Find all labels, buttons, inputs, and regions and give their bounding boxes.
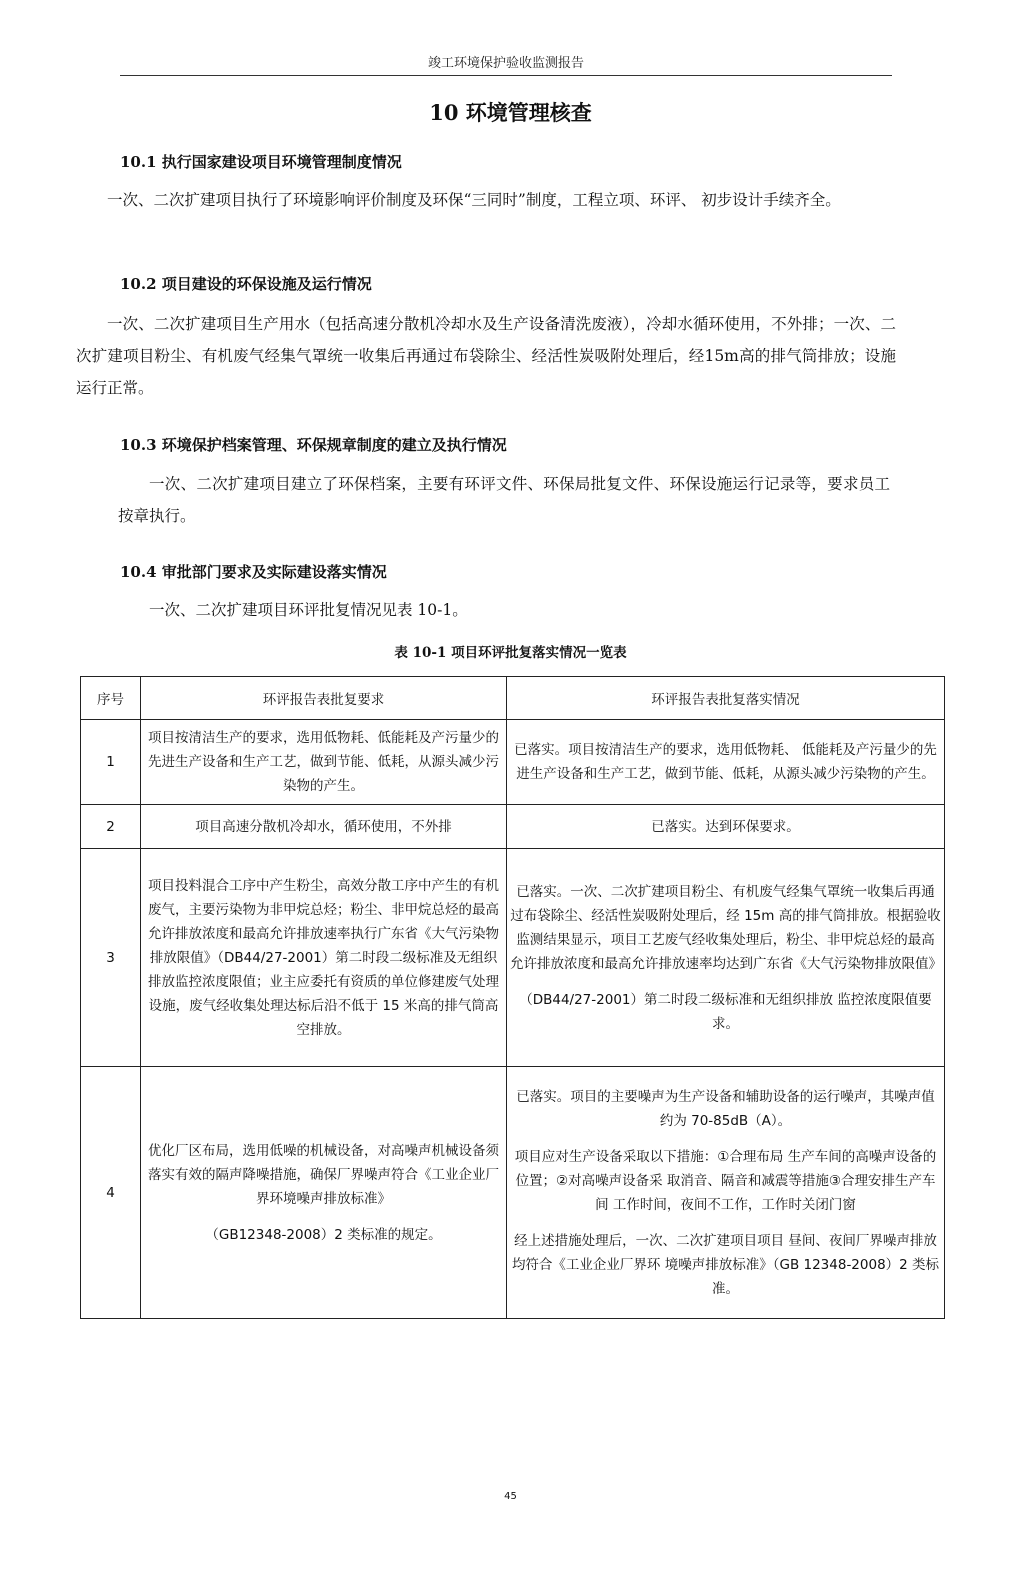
paragraph-gap	[144, 1211, 503, 1223]
section-body-10-3: 一次、二次扩建项目建立了环保档案，主要有环评文件、环保局批复文件、环保设施运行记录等，要求员工按章执行。	[118, 475, 890, 525]
row-number: 4	[81, 1067, 141, 1319]
implementation-cell	[507, 720, 945, 805]
paragraph-gap	[510, 1133, 941, 1145]
table-row	[81, 849, 945, 1067]
approval-table	[80, 676, 945, 1319]
requirement-cell	[141, 805, 507, 849]
running-header: 竣工环境保护验收监测报告	[427, 56, 584, 71]
implementation-text: 已落实。项目按清洁生产的要求，选用低物耗、 低能耗及产污量少的先进生产设备和生产工艺，做到节能、低耗，从源头减少污染物的产生。	[514, 742, 937, 782]
implementation-cell	[507, 805, 945, 849]
table-caption: 表 10-1 项目环评批复落实情况一览表	[394, 645, 627, 661]
table-row	[81, 1067, 945, 1319]
implementation-text: 已落实。项目的主要噪声为生产设备和辅助设备的运行噪声，其噪声值约为 70-85dB（A）。	[516, 1088, 935, 1129]
table-row	[81, 720, 945, 805]
chapter-title: 10 环境管理核查	[429, 100, 592, 125]
implementation-cell	[507, 849, 945, 1067]
implementation-cell	[507, 1067, 945, 1319]
page-number: 45	[504, 1491, 517, 1502]
section-heading-10-3: 10.3 环境保护档案管理、环保规章制度的建立及执行情况	[120, 436, 507, 454]
implementation-text: （DB44/27-2001）第二时段二级标准和无组织排放 监控浓度限值要求。	[519, 991, 932, 1032]
requirement-text: 项目按清洁生产的要求，选用低物耗、低能耗及产污量少的先进生产设备和生产工艺，做到节能、低耗，从源头减少污染物的产生。	[148, 730, 499, 794]
section-body-10-4: 一次、二次扩建项目环评批复情况见表 10-1。	[149, 601, 468, 619]
table-header-row	[81, 677, 945, 720]
requirement-text: 优化厂区布局，选用低噪的机械设备，对高噪声机械设备须落实有效的隔声降噪措施，确保厂界噪声符合《工业企业厂界环境噪声排放标准》	[148, 1142, 499, 1207]
column-header: 环评报告表批复落实情况	[507, 677, 945, 720]
section-heading-10-4: 10.4 审批部门要求及实际建设落实情况	[120, 563, 387, 581]
row-number: 1	[81, 720, 141, 805]
header-rule	[120, 75, 892, 76]
implementation-text: 已落实。达到环保要求。	[651, 818, 800, 835]
requirement-text: （GB12348-2008）2 类标准的规定。	[205, 1226, 442, 1243]
row-number: 3	[81, 849, 141, 1067]
requirement-cell	[141, 849, 507, 1067]
column-header: 环评报告表批复要求	[141, 677, 507, 720]
section-body-10-1: 一次、二次扩建项目执行了环境影响评价制度及环保“三同时”制度，工程立项、环评、 初步设计手续齐全。	[107, 191, 841, 209]
requirement-cell	[141, 720, 507, 805]
implementation-text: 经上述措施处理后，一次、二次扩建项目项目 昼间、夜间厂界噪声排放均符合《工业企业厂界环 境噪声排放标准》（GB 12348-2008）2 类标准。	[511, 1232, 940, 1297]
section-body-10-2: 一次、二次扩建项目生产用水（包括高速分散机冷却水及生产设备清洗废液），冷却水循环使用，不外排；一次、二次扩建项目粉尘、有机废气经集气罩统一收集后再通过布袋除尘、经活性炭吸附处理后，经15m高的排气筒排放；设施运行正常。	[76, 315, 896, 397]
implementation-text: 项目应对生产设备采取以下措施：①合理布局 生产车间的高噪声设备的位置；②对高噪声设备采 取消音、隔音和减震等措施③合理安排生产车间 工作时间，夜间不工作，工作时关闭门窗	[514, 1148, 937, 1213]
section-heading-10-1: 10.1 执行国家建设项目环境管理制度情况	[120, 153, 402, 171]
column-header: 序号	[81, 677, 141, 720]
table-row	[81, 805, 945, 849]
paragraph-gap	[510, 976, 941, 988]
requirement-cell	[141, 1067, 507, 1319]
paragraph-gap	[510, 1217, 941, 1229]
row-number: 2	[81, 805, 141, 849]
requirement-text: 项目投料混合工序中产生粉尘，高效分散工序中产生的有机废气，主要污染物为非甲烷总烃；粉尘、非甲烷总烃的最高允许排放浓度和最高允许排放速率执行广东省《大气污染物排放限值》（DB44/27-2001）第二时段二级标准及无组织排放监控浓度限值；业主应委托有资质的单位修建废气处理设施，废气经收集处理达标后沿不低于 15 米高的排气筒高空排放。	[148, 877, 499, 1038]
section-heading-10-2: 10.2 项目建设的环保设施及运行情况	[120, 275, 372, 293]
requirement-text: 项目高速分散机冷却水，循环使用，不外排	[195, 818, 452, 835]
implementation-text: 已落实。一次、二次扩建项目粉尘、有机废气经集气罩统一收集后再通过布袋除尘、经活性炭吸附处理后，经 15m 高的排气筒排放。根据验收监测结果显示，项目工艺废气经收集处理后，粉尘、非甲烷总烃的最高允许排放浓度和最高允许排放速率均达到广东省《大气污染物排放限值》	[510, 883, 942, 972]
